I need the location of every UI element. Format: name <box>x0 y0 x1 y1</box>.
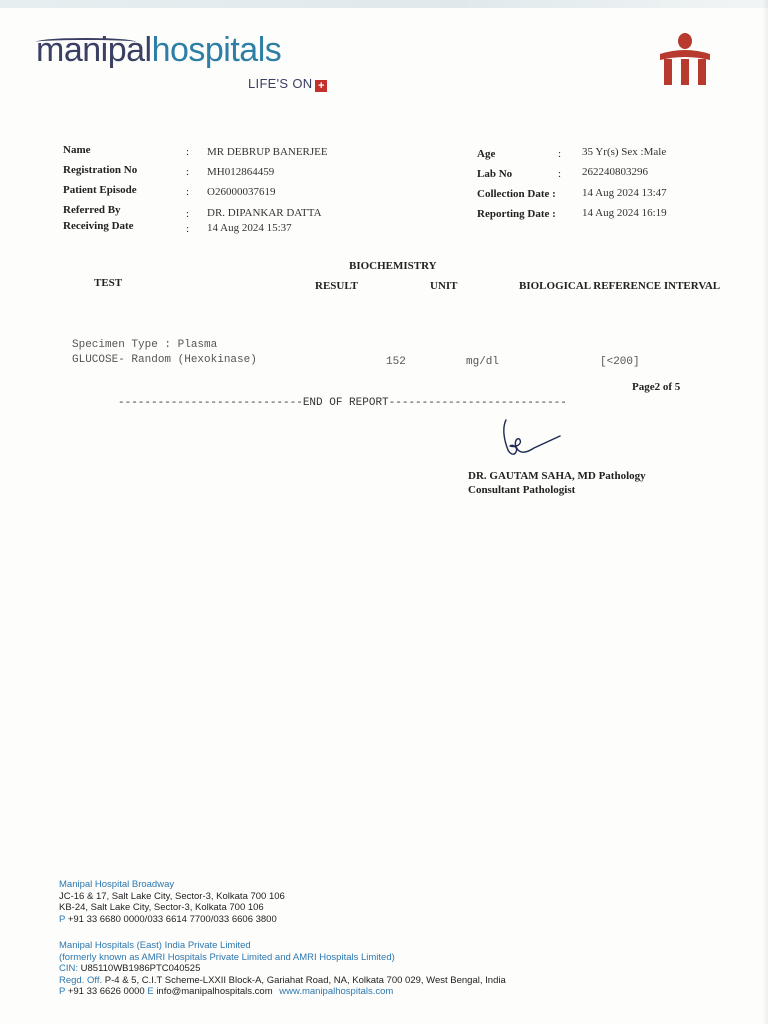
col-unit-header: UNIT <box>430 280 458 292</box>
company-phone: +91 33 6626 0000 <box>67 986 145 997</box>
company-name: Manipal Hospitals (East) India Private Limited <box>59 940 251 951</box>
test-name: GLUCOSE- Random (Hexokinase) <box>72 354 257 366</box>
branch-phone-line <box>59 914 285 926</box>
test-unit: mg/dl <box>466 356 500 368</box>
name-label: Name <box>63 144 91 156</box>
colon: : <box>186 208 190 220</box>
receiving-label: Receiving Date <box>63 220 134 232</box>
company-address-block <box>59 940 506 998</box>
episode-label: Patient Episode <box>63 184 137 196</box>
registration-label: Registration No <box>63 164 138 176</box>
registration-row <box>63 163 137 177</box>
branch-address-line-1: JC-16 & 17, Salt Lake City, Sector-3, Kolkata 700 106 <box>59 890 285 902</box>
regd-address: P-4 & 5, C.I.T Scheme-LXXII Block-A, Gariahat Road, NA, Kolkata 700 029, West Bengal, India <box>104 974 506 986</box>
colon: : <box>186 223 190 235</box>
page-edge-shadow <box>762 0 768 1024</box>
tagline-text: LIFE'S ON <box>248 76 313 91</box>
website-link[interactable]: www.manipalhospitals.com <box>279 986 394 997</box>
collection-date-label: Collection Date : <box>477 188 556 200</box>
reporting-date-label: Reporting Date : <box>477 208 556 220</box>
top-edge-tint <box>0 0 768 8</box>
section-title: BIOCHEMISTRY <box>349 260 437 272</box>
phone-prefix: P <box>59 986 66 997</box>
patient-name-row <box>63 143 91 157</box>
tagline <box>248 76 327 92</box>
registration-value: MH012864459 <box>207 166 275 178</box>
receiving-value: 14 Aug 2024 15:37 <box>207 222 292 234</box>
referred-value: DR. DIPANKAR DATTA <box>207 207 322 219</box>
col-result-header: RESULT <box>315 280 359 292</box>
colon: : <box>558 168 562 180</box>
colon: : <box>186 146 190 158</box>
age-sex-value: 35 Yr(s) Sex :Male <box>582 146 667 158</box>
page-number: Page2 of 5 <box>632 381 681 393</box>
logo-wordmark <box>36 30 281 70</box>
logo-swoosh <box>36 38 136 46</box>
email-prefix: E <box>147 986 154 997</box>
collection-date-value: 14 Aug 2024 13:47 <box>582 187 667 199</box>
signatory-title: Consultant Pathologist <box>468 484 576 496</box>
colon: : <box>558 148 562 160</box>
colon: : <box>186 166 190 178</box>
cin-line <box>59 963 506 975</box>
end-of-report: ----------------------------END OF REPORT--------------------------- <box>118 397 567 409</box>
receiving-row <box>63 219 134 233</box>
episode-value: O26000037619 <box>207 186 276 198</box>
specimen-type: Specimen Type : Plasma <box>72 339 218 351</box>
regd-prefix: Regd. Off. <box>59 974 103 986</box>
colon: : <box>186 186 190 198</box>
plus-square-icon: + <box>315 80 327 92</box>
hospital-logo <box>36 30 325 92</box>
branch-address-line-2: KB-24, Salt Lake City, Sector-3, Kolkata 700 106 <box>59 902 264 913</box>
branch-address-block <box>59 879 285 925</box>
col-test-header: TEST <box>94 277 123 289</box>
phone-prefix: P <box>59 913 66 925</box>
logo-secondary: hospitals <box>151 31 282 69</box>
logo-primary: manipal <box>36 31 152 69</box>
registered-office-line <box>59 975 506 987</box>
patient-name-value: MR DEBRUP BANERJEE <box>207 146 328 158</box>
reporting-date-value: 14 Aug 2024 16:19 <box>582 207 667 219</box>
lab-no-label: Lab No <box>477 168 513 180</box>
cin-value: U85110WB1986PTC040525 <box>80 963 201 974</box>
contact-line <box>59 986 506 998</box>
signatory-name: DR. GAUTAM SAHA, MD Pathology <box>468 470 646 482</box>
pathologist-signature <box>496 414 566 462</box>
email-link[interactable]: info@manipalhospitals.com <box>156 986 273 997</box>
test-result: 152 <box>386 356 406 368</box>
branch-phone: +91 33 6680 0000/033 6614 7700/033 6606 3800 <box>67 913 277 925</box>
age-label: Age <box>477 148 496 160</box>
branch-name: Manipal Hospital Broadway <box>59 879 175 890</box>
col-reference-header: BIOLOGICAL REFERENCE INTERVAL <box>519 280 721 292</box>
lab-no-value: 262240803296 <box>582 166 648 178</box>
episode-row <box>63 183 137 197</box>
referred-row <box>63 203 121 217</box>
company-formerly: (formerly known as AMRI Hospitals Private Limited and AMRI Hospitals Limited) <box>59 951 395 963</box>
test-reference: [<200] <box>600 356 640 368</box>
cin-prefix: CIN: <box>59 963 78 974</box>
referred-label: Referred By <box>63 204 121 216</box>
manipal-figure-icon <box>658 32 712 88</box>
